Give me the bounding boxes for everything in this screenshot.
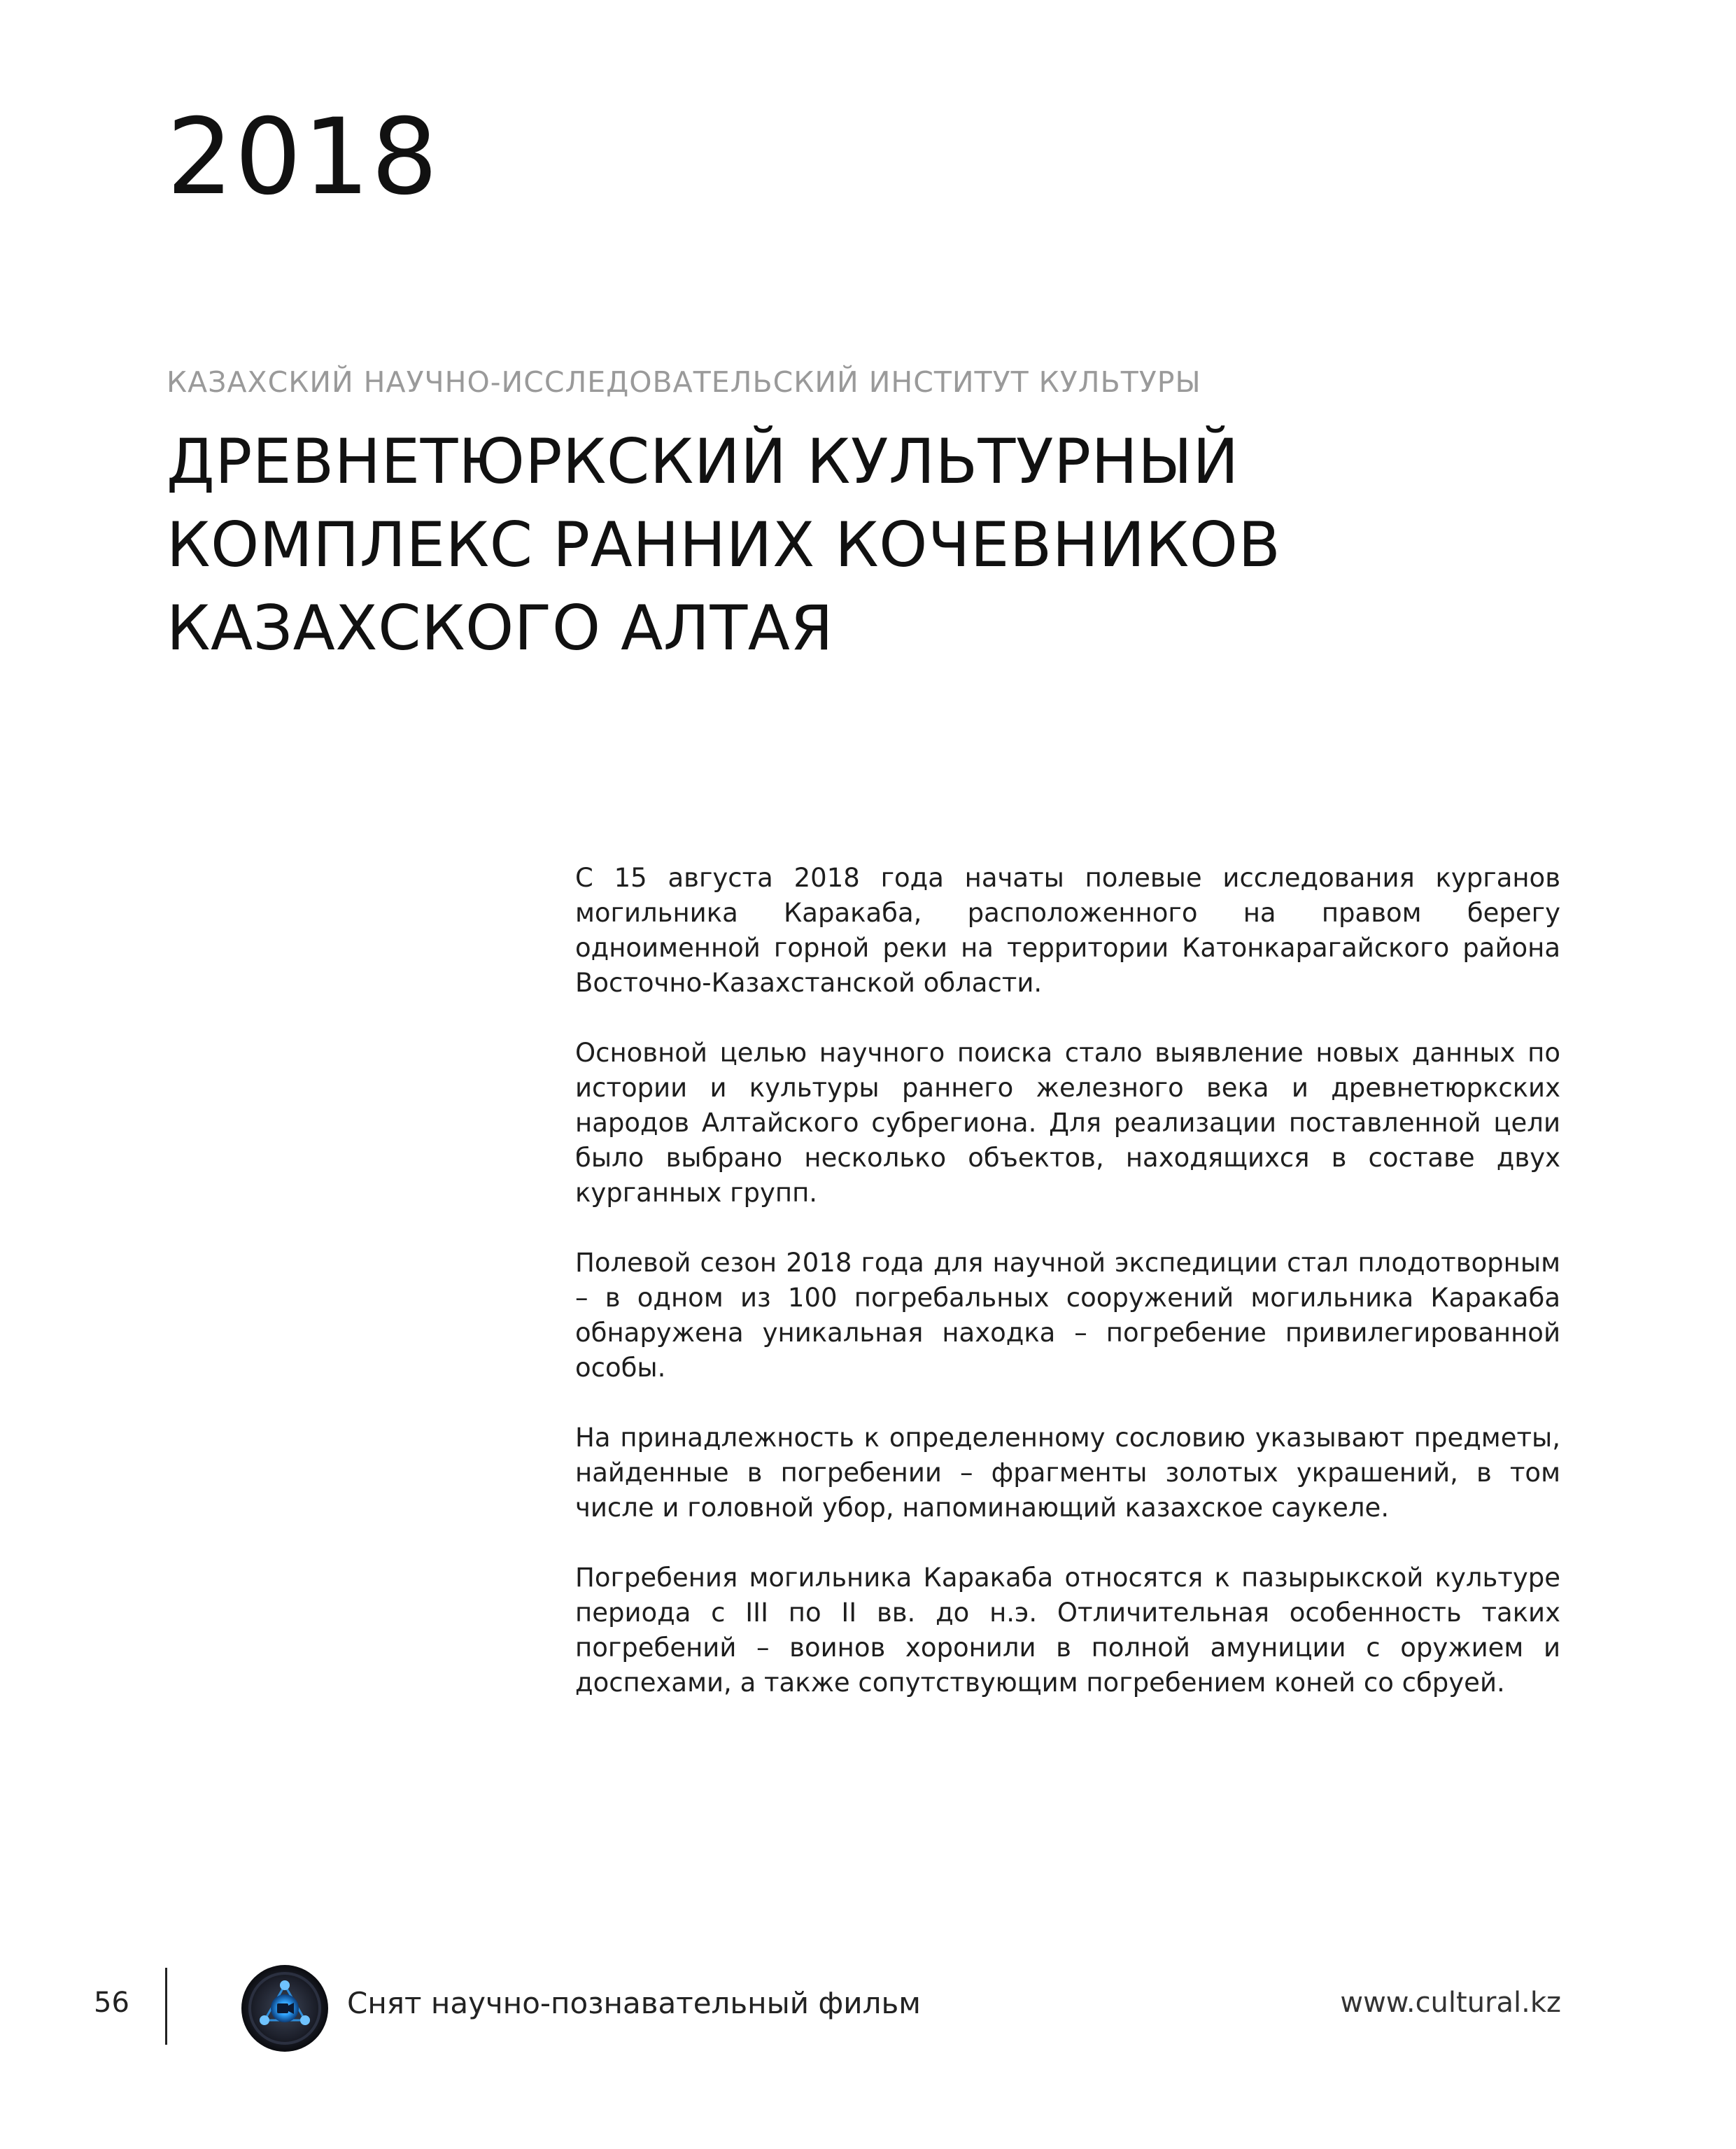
paragraph-3: Полевой сезон 2018 года для научной экспедиции стал плодотворным – в одном из 100 погребальных сооружений могильника Каракаба обнаружена уникальная находка – погребение привилегированной особы. — [575, 1248, 1560, 1383]
institute-label: КАЗАХСКИЙ НАУЧНО-ИССЛЕДОВАТЕЛЬСКИЙ ИНСТИТУТ КУЛЬТУРЫ — [167, 365, 1201, 399]
year-heading: 2018 — [167, 97, 439, 218]
page-number: 56 — [94, 1987, 129, 2019]
footer-caption: Снят научно-познавательный фильм — [347, 1986, 921, 2020]
footer-divider — [165, 1968, 167, 2045]
title-line-2: КОМПЛЕКС РАННИХ КОЧЕВНИКОВ — [167, 509, 1281, 581]
paragraph-2: Основной целью научного поиска стало выявление новых данных по истории и культуры раннего железного века и древнетюркских народов Алтайского субрегиона. Для реализации поставленной цели было выбрано несколько объектов, находящихся в составе двух курганных групп. — [575, 1038, 1560, 1208]
paragraph-5: Погребения могильника Каракаба относятся к пазырыкской культуре периода с III по II вв. до н.э. Отличительная особенность таких погребений – воинов хоронили в полной амуниции с оружием и доспехами, а также сопутствующим погребением коней со сбруей. — [575, 1563, 1560, 1698]
paragraph-1: С 15 августа 2018 года начаты полевые исследования курганов могильника Каракаба, расположенного на правом берегу одноименной горной реки на территории Катонкарагайского района Восточно-Казахстанской области. — [575, 863, 1560, 998]
film-camera-badge-icon — [241, 1964, 329, 2052]
title-line-1: ДРЕВНЕТЮРКСКИЙ КУЛЬТУРНЫЙ — [167, 425, 1239, 498]
paragraph-4: На принадлежность к определенному сословию указывают предметы, найденные в погребении – фрагменты золотых украшений, в том числе и головной убор, напоминающий казахское саукеле. — [575, 1423, 1560, 1523]
article-title — [167, 420, 1566, 670]
website-link[interactable]: www.cultural.kz — [1340, 1987, 1561, 2019]
article-body — [575, 861, 1560, 1735]
title-line-3: КАЗАХСКОГО АЛТАЯ — [167, 592, 834, 664]
